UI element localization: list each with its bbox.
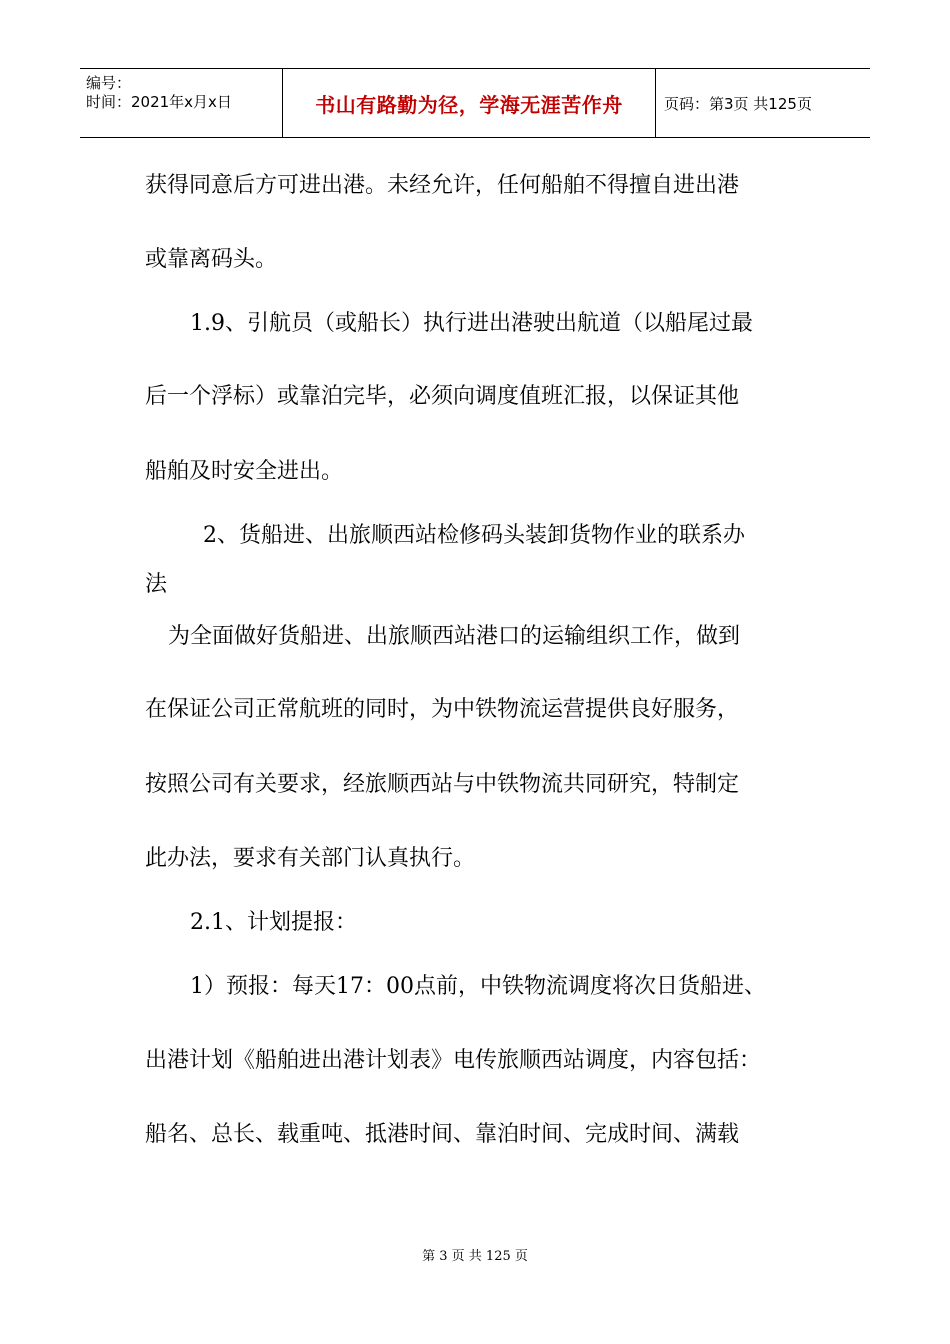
header-motto: 书山有路勤为径，学海无涯苦作舟 bbox=[315, 92, 623, 117]
body-line: 在保证公司正常航班的同时，为中铁物流运营提供良好服务， bbox=[145, 697, 740, 722]
document-date-label: 时间：2021年x月x日 bbox=[86, 93, 232, 111]
body-line: 船名、总长、载重吨、抵港时间、靠泊时间、完成时间、满载 bbox=[145, 1122, 740, 1147]
page-footer bbox=[0, 1245, 950, 1264]
header-motto-cell bbox=[282, 69, 656, 137]
body-line: 获得同意后方可进出港。未经允许，任何船舶不得擅自进出港 bbox=[145, 173, 740, 198]
footer-page-number: 第 3 页 共 125 页 bbox=[422, 1249, 528, 1264]
header-meta-cell bbox=[80, 69, 282, 137]
subsection-heading: 2.1、计划提报： bbox=[190, 910, 357, 935]
body-line: 出港计划《船舶进出港计划表》电传旅顺西站调度，内容包括： bbox=[145, 1048, 762, 1073]
header-page-info: 页码：第3页 共125页 bbox=[664, 94, 812, 113]
body-line: 此办法，要求有关部门认真执行。 bbox=[145, 846, 476, 871]
body-line: 1.9、引航员（或船长）执行进出港驶出航道（以船尾过最 bbox=[190, 311, 753, 336]
header-page-cell bbox=[656, 69, 870, 137]
section-heading-cont: 法 bbox=[145, 572, 168, 597]
document-number-label: 编号： bbox=[86, 74, 132, 92]
body-line: 或靠离码头。 bbox=[145, 247, 278, 272]
body-line: 按照公司有关要求，经旅顺西站与中铁物流共同研究，特制定 bbox=[145, 772, 740, 797]
body-line: 后一个浮标）或靠泊完毕，必须向调度值班汇报，以保证其他 bbox=[145, 384, 740, 409]
body-line: 船舶及时安全进出。 bbox=[145, 459, 344, 484]
body-line: 为全面做好货船进、出旅顺西站港口的运输组织工作，做到 bbox=[168, 624, 741, 649]
section-heading: 2、货船进、出旅顺西站检修码头装卸货物作业的联系办 bbox=[203, 523, 745, 548]
body-line: 1）预报：每天17：00点前，中铁物流调度将次日货船进、 bbox=[190, 974, 766, 999]
page-header bbox=[80, 68, 870, 138]
